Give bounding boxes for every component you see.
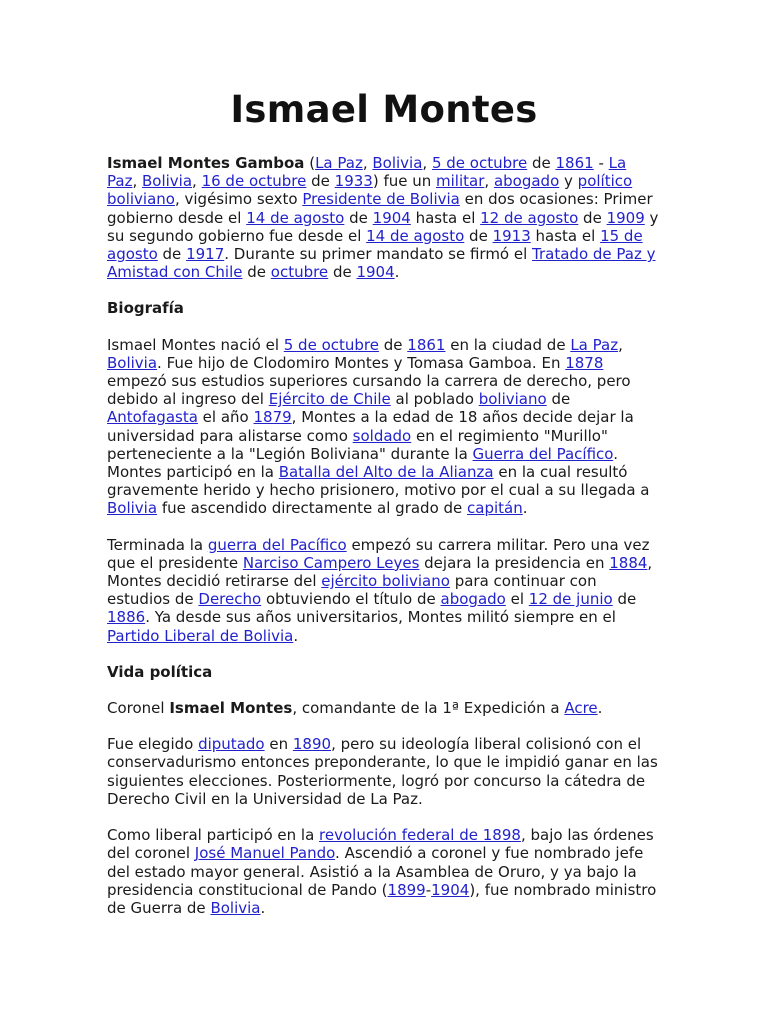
article-link[interactable]: revolución federal de 1898 bbox=[319, 826, 521, 845]
text-run: hasta el bbox=[410, 208, 481, 227]
text-run: ( bbox=[304, 154, 316, 172]
article-link[interactable]: guerra del Pacífico bbox=[207, 535, 347, 554]
article-link[interactable]: Bolivia bbox=[372, 154, 423, 172]
article-link[interactable]: 1913 bbox=[492, 226, 531, 245]
text-run: - bbox=[425, 880, 432, 899]
text-run: , bbox=[192, 172, 202, 191]
article-link[interactable]: 14 de agosto bbox=[366, 226, 465, 245]
article-link[interactable]: Bolivia bbox=[107, 499, 158, 518]
text-run: . Ya desde sus años universitarios, Montes militó siempre en el bbox=[145, 608, 616, 627]
text-run: . bbox=[293, 626, 299, 645]
text-run: . bbox=[522, 499, 528, 518]
bold-text: Ismael Montes bbox=[169, 699, 293, 718]
article-link[interactable]: 1904 bbox=[356, 263, 395, 282]
text-run: empezó su carrera militar. Pero una vez que el presidente bbox=[107, 535, 650, 572]
article-link[interactable]: 1904 bbox=[372, 208, 411, 227]
text-run: de bbox=[612, 590, 637, 609]
intro-paragraph bbox=[107, 154, 659, 281]
article-link[interactable]: Derecho bbox=[198, 590, 262, 609]
article-link[interactable]: octubre bbox=[270, 263, 329, 282]
biography-paragraph-2 bbox=[107, 536, 659, 645]
article-link[interactable]: militar bbox=[436, 172, 485, 191]
article-link[interactable]: 16 de octubre bbox=[201, 172, 307, 191]
article-link[interactable]: 12 de junio bbox=[528, 590, 613, 609]
text-run: y su segundo gobierno fue desde el bbox=[107, 208, 659, 245]
article-link[interactable]: Acre bbox=[564, 699, 598, 718]
text-run: fue ascendido directamente al grado de bbox=[157, 499, 468, 518]
article-link[interactable]: La Paz bbox=[570, 335, 619, 354]
text-run: Como liberal participó en la bbox=[107, 826, 320, 845]
biography-paragraph-1 bbox=[107, 336, 659, 518]
text-run: en el regimiento "Murillo" perteneciente a la "Legión Boliviana" durante la bbox=[107, 426, 608, 463]
article-link[interactable]: Bolivia bbox=[141, 172, 193, 191]
text-run: . bbox=[260, 898, 266, 917]
article-link[interactable]: 1909 bbox=[606, 208, 645, 227]
text-run: empezó sus estudios superiores cursando la carrera de derecho, pero debido al ingreso del bbox=[107, 372, 631, 409]
article-link[interactable]: Narciso Campero Leyes bbox=[242, 553, 420, 572]
text-run: , pero su ideología liberal colisionó con el conservadurismo entonces preponderante, lo que le impidió ganar en las siguientes elecciones. Posteriormente, logró por concurso la cátedra de Derecho Civil en la Universidad de La Paz. bbox=[107, 735, 658, 808]
text-run: . Ascendió a coronel y fue nombrado jefe del estado mayor general. Asistió a la Asamblea de Oruro, y ya bajo la presidencia constitucional de Pando ( bbox=[107, 844, 644, 899]
text-run: de bbox=[344, 208, 373, 227]
article-link[interactable]: 1861 bbox=[555, 154, 594, 172]
article-link[interactable]: político boliviano bbox=[107, 172, 633, 209]
text-run: hasta el bbox=[530, 226, 601, 245]
article-link[interactable]: Bolivia bbox=[210, 898, 261, 917]
article-link[interactable]: Ejército de Chile bbox=[268, 390, 391, 409]
page-title: Ismael Montes bbox=[230, 88, 538, 131]
text-run: de bbox=[578, 208, 607, 227]
article-link[interactable]: Bolivia bbox=[107, 353, 158, 372]
text-run: en dos ocasiones: Primer gobierno desde el bbox=[107, 190, 653, 227]
article-link[interactable]: 1890 bbox=[292, 735, 332, 754]
text-run: , vigésimo sexto bbox=[174, 190, 303, 209]
text-run: . Durante su primer mandato se firmó el bbox=[224, 245, 533, 264]
text-run: ) fue un bbox=[372, 172, 437, 191]
bold-text: Ismael Montes Gamboa bbox=[107, 154, 305, 172]
text-run: de bbox=[527, 154, 556, 172]
article-link[interactable]: Presidente de Bolivia bbox=[302, 190, 460, 209]
text-run: en la ciudad de bbox=[445, 335, 571, 354]
text-run: el bbox=[505, 590, 529, 609]
text-run: de bbox=[328, 263, 357, 282]
article-link[interactable]: La Paz bbox=[107, 154, 627, 191]
article-link[interactable]: capitán bbox=[467, 499, 523, 518]
text-run: de bbox=[157, 245, 187, 264]
article-link[interactable]: 1933 bbox=[334, 172, 373, 191]
text-run: . bbox=[597, 699, 603, 718]
article-link[interactable]: Antofagasta bbox=[107, 408, 198, 427]
politics-paragraph-2 bbox=[107, 826, 659, 917]
text-run: . Montes participó en la bbox=[107, 444, 618, 482]
text-run: dejara la presidencia en bbox=[419, 553, 610, 572]
article-link[interactable]: José Manuel Pando bbox=[194, 844, 336, 863]
politics-paragraph-1 bbox=[107, 735, 659, 808]
text-run: de bbox=[378, 335, 408, 354]
article-link[interactable]: 1904 bbox=[431, 880, 470, 899]
article-link[interactable]: 15 de agosto bbox=[107, 226, 643, 264]
text-run: ), fue nombrado ministro de Guerra de bbox=[107, 880, 657, 917]
text-run: Fue elegido bbox=[107, 735, 199, 754]
article-link[interactable]: Guerra del Pacífico bbox=[472, 444, 614, 463]
text-run: en bbox=[264, 735, 293, 754]
article-link[interactable]: boliviano bbox=[478, 390, 547, 409]
text-run: , bbox=[362, 154, 373, 172]
text-run: , bbox=[422, 154, 432, 172]
text-run: , comandante de la 1ª Expedición a bbox=[292, 699, 565, 718]
section-heading-vida-politica: Vida política bbox=[107, 662, 213, 681]
text-run: . bbox=[394, 263, 400, 282]
text-run: , bajo las órdenes del coronel bbox=[107, 826, 654, 863]
text-run: , bbox=[618, 335, 623, 354]
article-link[interactable]: 12 de agosto bbox=[480, 208, 579, 227]
article-link[interactable]: abogado bbox=[493, 172, 560, 191]
article-link[interactable]: diputado bbox=[198, 735, 265, 754]
article-link[interactable]: soldado bbox=[352, 426, 412, 445]
article-link[interactable]: Batalla del Alto de la Alianza bbox=[278, 463, 494, 482]
article-body bbox=[107, 154, 659, 935]
text-run: , Montes decidió retirarse del bbox=[107, 553, 653, 591]
text-run: en la cual resultó gravemente herido y hecho prisionero, motivo por el cual a su llegada a bbox=[107, 463, 650, 500]
article-link[interactable]: 1886 bbox=[107, 608, 146, 627]
section-heading-biografia: Biografía bbox=[107, 299, 184, 318]
article-link[interactable]: Tratado de Paz y Amistad con Chile bbox=[107, 245, 656, 282]
article-link[interactable]: 5 de octubre bbox=[431, 154, 528, 172]
article-link[interactable]: Partido Liberal de Bolivia bbox=[107, 626, 294, 645]
text-run: al poblado bbox=[390, 390, 479, 409]
article-link[interactable]: 14 de agosto bbox=[246, 208, 345, 227]
article-link[interactable]: 1861 bbox=[407, 335, 446, 354]
text-run: de bbox=[546, 390, 571, 409]
article-link[interactable]: ejército boliviano bbox=[321, 572, 450, 591]
article-link[interactable]: La Paz bbox=[315, 154, 363, 172]
article-link[interactable]: 1878 bbox=[565, 353, 604, 372]
article-link[interactable]: abogado bbox=[440, 590, 506, 609]
text-run: , bbox=[132, 172, 142, 191]
text-run: de bbox=[464, 226, 493, 245]
text-run: y bbox=[559, 172, 578, 191]
article-link[interactable]: 1899 bbox=[387, 880, 426, 899]
article-link[interactable]: 5 de octubre bbox=[283, 335, 379, 354]
article-link[interactable]: 1879 bbox=[253, 408, 292, 427]
text-run: , Montes a la edad de 18 años decide dejar la universidad para alistarse como bbox=[107, 408, 634, 445]
text-run: el año bbox=[197, 408, 254, 427]
text-run: Ismael Montes nació el bbox=[107, 335, 284, 354]
text-run: de bbox=[306, 172, 335, 191]
politics-caption bbox=[107, 699, 659, 717]
article-link[interactable]: 1917 bbox=[186, 245, 225, 264]
text-run: - bbox=[593, 154, 609, 172]
text-run: , bbox=[484, 172, 494, 191]
text-run: Terminada la bbox=[107, 535, 208, 554]
text-run: obtuviendo el título de bbox=[261, 590, 441, 609]
text-run: para continuar con estudios de bbox=[107, 572, 597, 609]
text-run: de bbox=[242, 263, 271, 282]
text-run: Coronel bbox=[107, 699, 170, 718]
article-link[interactable]: 1884 bbox=[609, 553, 648, 572]
text-run: . Fue hijo de Clodomiro Montes y Tomasa Gamboa. En bbox=[157, 353, 566, 372]
